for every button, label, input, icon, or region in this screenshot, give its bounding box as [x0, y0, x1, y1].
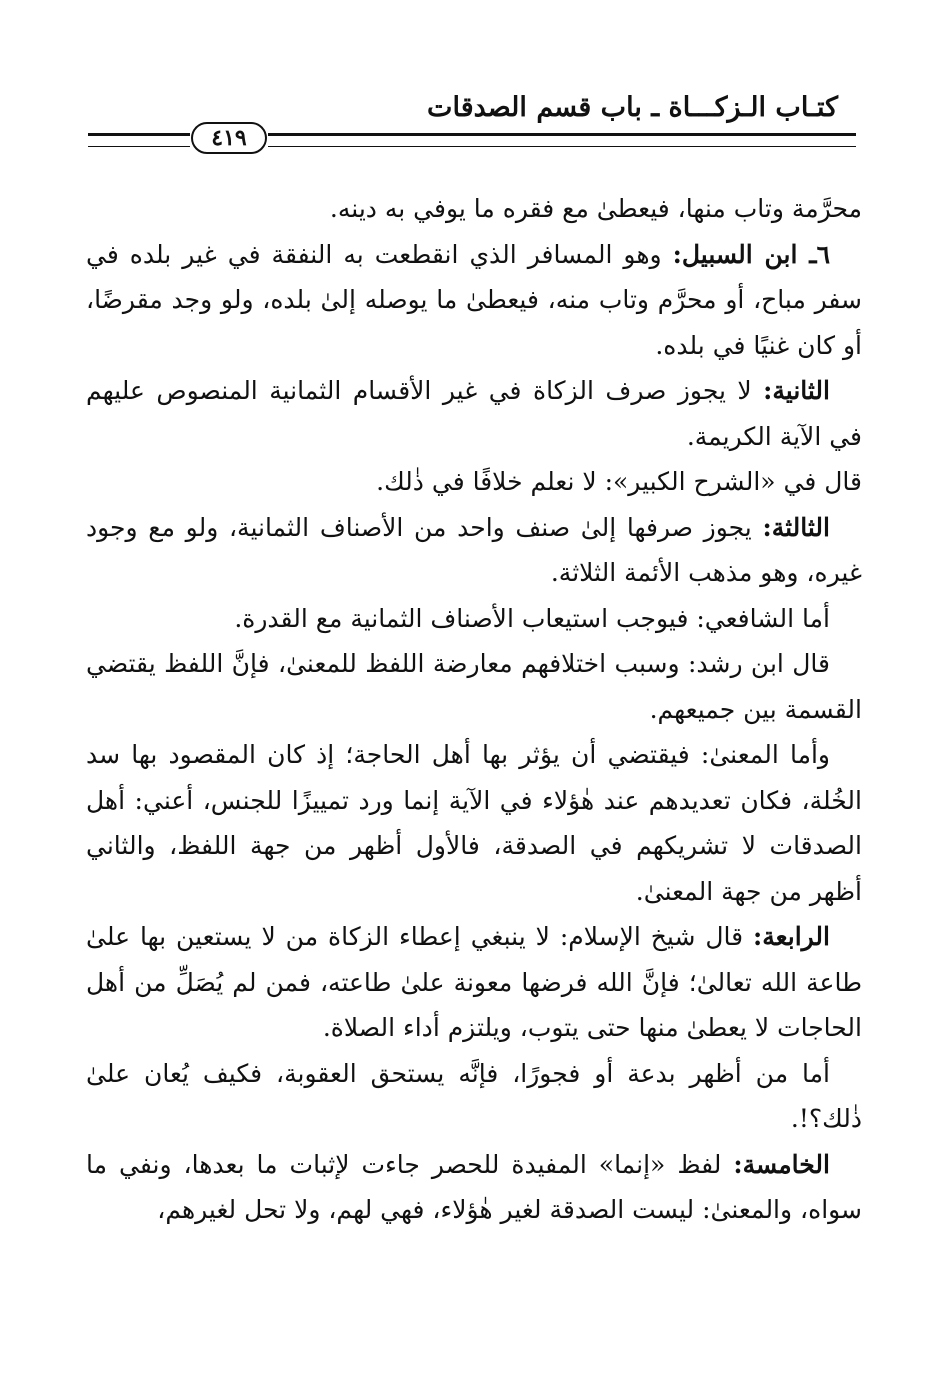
paragraph-text: أما الشافعي: فيوجب استيعاب الأصناف الثمانية مع القدرة. — [234, 603, 830, 633]
paragraph-lead: الخامسة: — [733, 1149, 830, 1179]
paragraph-text: لا يجوز صرف الزكاة في غير الأقسام الثمانية المنصوص عليهم في الآية الكريمة. — [86, 376, 862, 451]
paragraph-text: يجوز صرفها إلىٰ صنف واحد من الأصناف الثمانية، ولو مع وجود غيره، وهو مذهب الأئمة الثلاثة. — [86, 512, 862, 587]
paragraph — [86, 596, 862, 642]
paragraph-text: وهو المسافر الذي انقطعت به النفقة في غير بلده في سفر مباح، أو محرَّم وتاب منه، فيعطىٰ ما يوصله إلىٰ بلده، ولو وجد مقرضًا، أو كان غنيًا في بلده. — [86, 239, 862, 360]
paragraph-lead: الثالثة: — [762, 512, 830, 542]
body-text — [86, 186, 862, 1233]
paragraph — [86, 1142, 862, 1233]
header-rule-right — [268, 133, 856, 147]
paragraph — [86, 368, 862, 459]
header-rule-left — [88, 133, 190, 147]
paragraph-lead: الثانية: — [763, 376, 830, 405]
paragraph-text: قال ابن رشد: وسبب اختلافهم معارضة اللفظ للمعنىٰ، فإنَّ اللفظ يقتضي القسمة بين جميعهم. — [86, 649, 862, 724]
paragraph — [86, 641, 862, 732]
paragraph-lead: الرابعة: — [753, 922, 830, 951]
paragraph — [86, 232, 862, 369]
paragraph-text: أما من أظهر بدعة أو فجورًا، فإنَّه يستحق العقوبة، فكيف يُعان علىٰ ذٰلك؟!. — [86, 1058, 862, 1133]
paragraph-text: محرَّمة وتاب منها، فيعطىٰ مع فقره ما يوفي به دينه. — [329, 194, 862, 223]
running-title: كتـاب الـزكـــاة ـ باب قسم الصدقات — [427, 92, 838, 123]
paragraph-text: قال في «الشرح الكبير»: لا نعلم خلافًا في ذٰلك. — [376, 467, 862, 496]
paragraph — [86, 459, 862, 505]
paragraph-text: وأما المعنىٰ: فيقتضي أن يؤثر بها أهل الحاجة؛ إذ كان المقصود بها سد الخُلة، فكان تعديدهم عند هٰؤلاء في الآية إنما ورد تمييزًا للجنس، أعني: أهل الصدقات لا تشريكهم في الصدقة، فالأول أظهر من جهة اللفظ، والثاني أظهر من جهة المعنىٰ. — [86, 740, 862, 906]
paragraph-lead: ٦ـ ابن السبيل: — [672, 239, 830, 269]
paragraph — [86, 505, 862, 596]
paragraph-text: قال شيخ الإسلام: لا ينبغي إعطاء الزكاة من لا يستعين بها علىٰ طاعة الله تعالىٰ؛ فإنَّ الله فرضها معونة علىٰ طاعته، فمن لم يُصَلِّ من أهل الحاجات لا يعطىٰ منها حتى يتوب، ويلتزم أداء الصلاة. — [86, 922, 862, 1042]
paragraph — [86, 914, 862, 1051]
paragraph-text: لفظ «إنما» المفيدة للحصر جاءت لإثبات ما بعدها، ونفي ما سواه، والمعنىٰ: ليست الصدقة لغير هٰؤلاء، فهي لهم، ولا تحل لغيرهم، — [86, 1149, 862, 1224]
paragraph — [86, 186, 862, 232]
page-number: ٤١٩ — [191, 122, 267, 154]
paragraph — [86, 732, 862, 914]
paragraph — [86, 1051, 862, 1142]
